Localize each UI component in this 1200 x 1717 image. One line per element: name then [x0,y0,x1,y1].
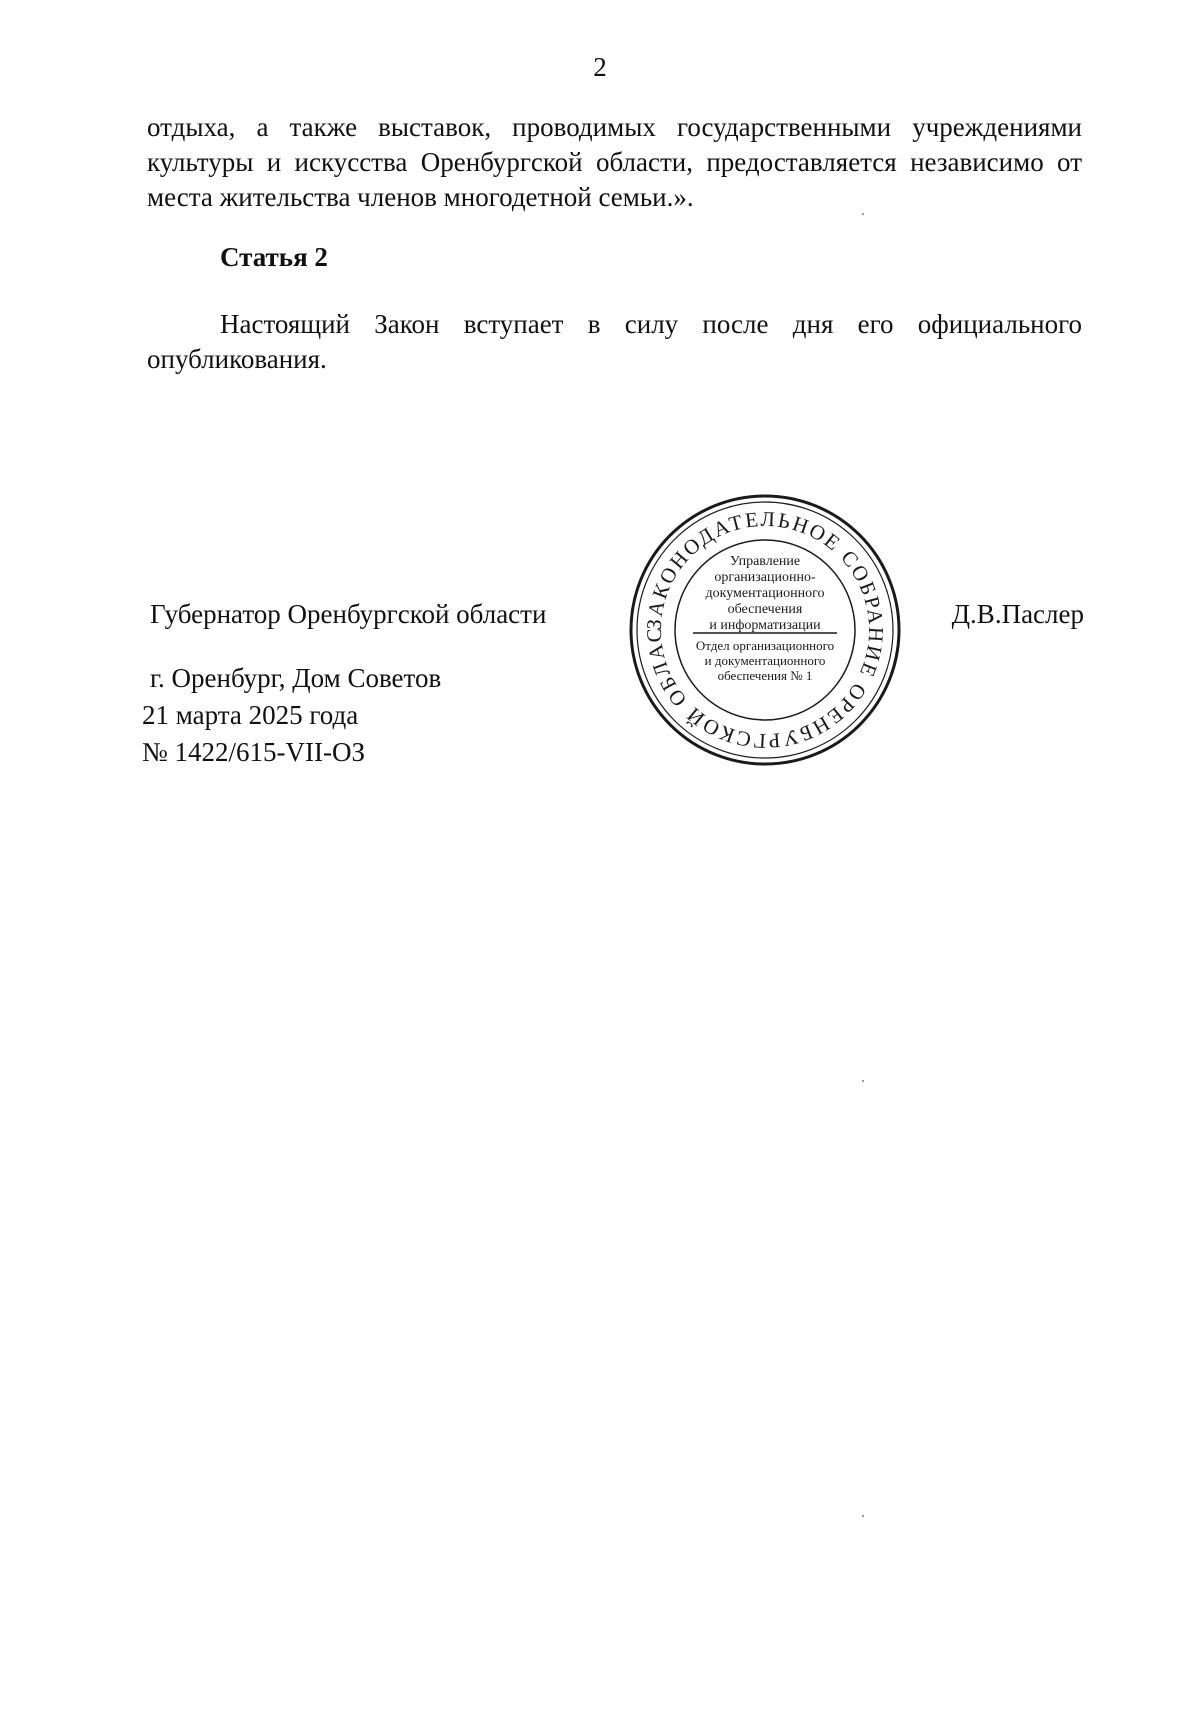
scan-dot [862,1515,864,1517]
governor-title: Губернатор Оренбургской области [150,599,547,629]
scan-dot [862,1080,864,1082]
svg-text:ЗАКОНОДАТЕЛЬНОЕ СОБРАНИЕ ОРЕНБ: ЗАКОНОДАТЕЛЬНОЕ СОБРАНИЕ ОРЕНБУРГСКОЙ ОБЛАС [641,506,889,754]
svg-text:Отдел организационногои докуме: Отдел организационного и документационного обеспечения № 1 [695,638,835,683]
article-paragraph: Настоящий Закон вступает в силу после дня его официального опубликования. [147,309,1082,374]
scan-dot [862,213,864,215]
page-number: 2 [593,52,607,82]
continuation-paragraph: отдыха, а также выставок, проводимых государственными учреждениями культуры и искусства Оренбургской области, предоставляется независимо от места жительства членов многодетной семьи.». [147,112,1082,212]
governor-name: Д.В.Паслер [951,599,1084,629]
article-heading: Статья 2 [220,242,328,272]
official-seal [625,490,905,770]
signing-place: г. Оренбург, Дом Советов [150,663,442,693]
law-number: № 1422/615-VII-ОЗ [142,737,366,767]
signing-date: 21 марта 2025 года [142,700,359,730]
svg-text:Управлениеорганизационно-докум: Управление организационно-документационного обеспечения и информатизации [705,554,825,633]
